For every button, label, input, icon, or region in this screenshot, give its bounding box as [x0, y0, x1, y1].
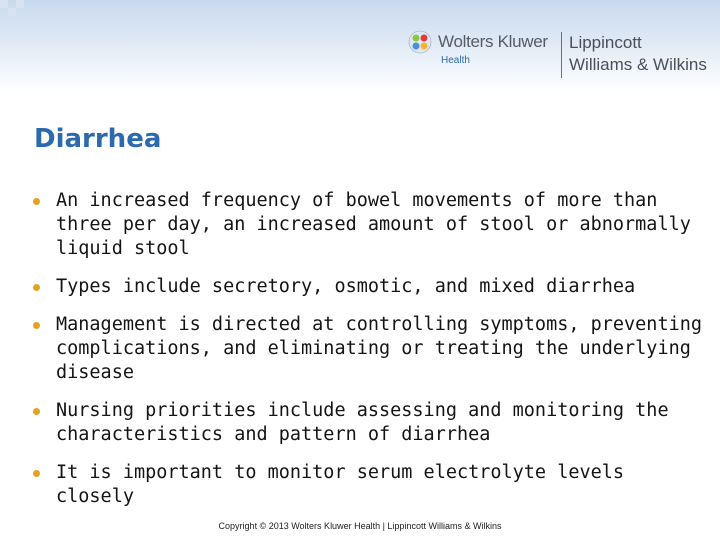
slide-title: Diarrhea	[34, 124, 162, 154]
bullet-text: An increased frequency of bowel movements of more than three per day, an increased amount of stool or abnormally liquid stool	[56, 190, 691, 259]
bullet-text: Types include secretory, osmotic, and mixed diarrhea	[56, 276, 636, 297]
bullet-text: Management is directed at controlling symptoms, preventing complications, and eliminating or treating the underlying disease	[56, 314, 703, 383]
bullet-text: Nursing priorities include assessing and monitoring the characteristics and pattern of diarrhea	[56, 400, 669, 445]
partner-line-2: Williams & Wilkins	[569, 55, 707, 74]
brand-name: Wolters Kluwer	[438, 32, 548, 51]
bullet-dot-icon	[33, 470, 40, 477]
bullet-item	[32, 399, 702, 447]
bullet-dot-icon	[33, 322, 40, 329]
bullet-item	[32, 313, 702, 385]
partner-name	[569, 32, 707, 76]
globe-dot-1	[413, 35, 420, 42]
header-band	[0, 0, 720, 92]
brand-subtitle: Health	[441, 55, 470, 66]
globe-dot-2	[421, 35, 428, 42]
corner-pattern	[0, 0, 28, 18]
bullet-item	[32, 461, 702, 509]
partner-line-1: Lippincott	[569, 33, 642, 52]
bullet-dot-icon	[33, 408, 40, 415]
copyright-footer: Copyright © 2013 Wolters Kluwer Health | Lippincott Williams & Wilkins	[218, 521, 502, 531]
globe-dot-3	[413, 43, 420, 50]
bullet-item	[32, 275, 702, 299]
bullet-item	[32, 189, 702, 261]
bullet-list	[32, 189, 702, 523]
bullet-text: It is important to monitor serum electrolyte levels closely	[56, 462, 625, 507]
publisher-logo	[408, 28, 720, 84]
logo-divider	[561, 32, 562, 78]
bullet-dot-icon	[33, 284, 40, 291]
globe-icon	[408, 30, 432, 54]
globe-dot-4	[421, 43, 428, 50]
bullet-dot-icon	[33, 198, 40, 205]
